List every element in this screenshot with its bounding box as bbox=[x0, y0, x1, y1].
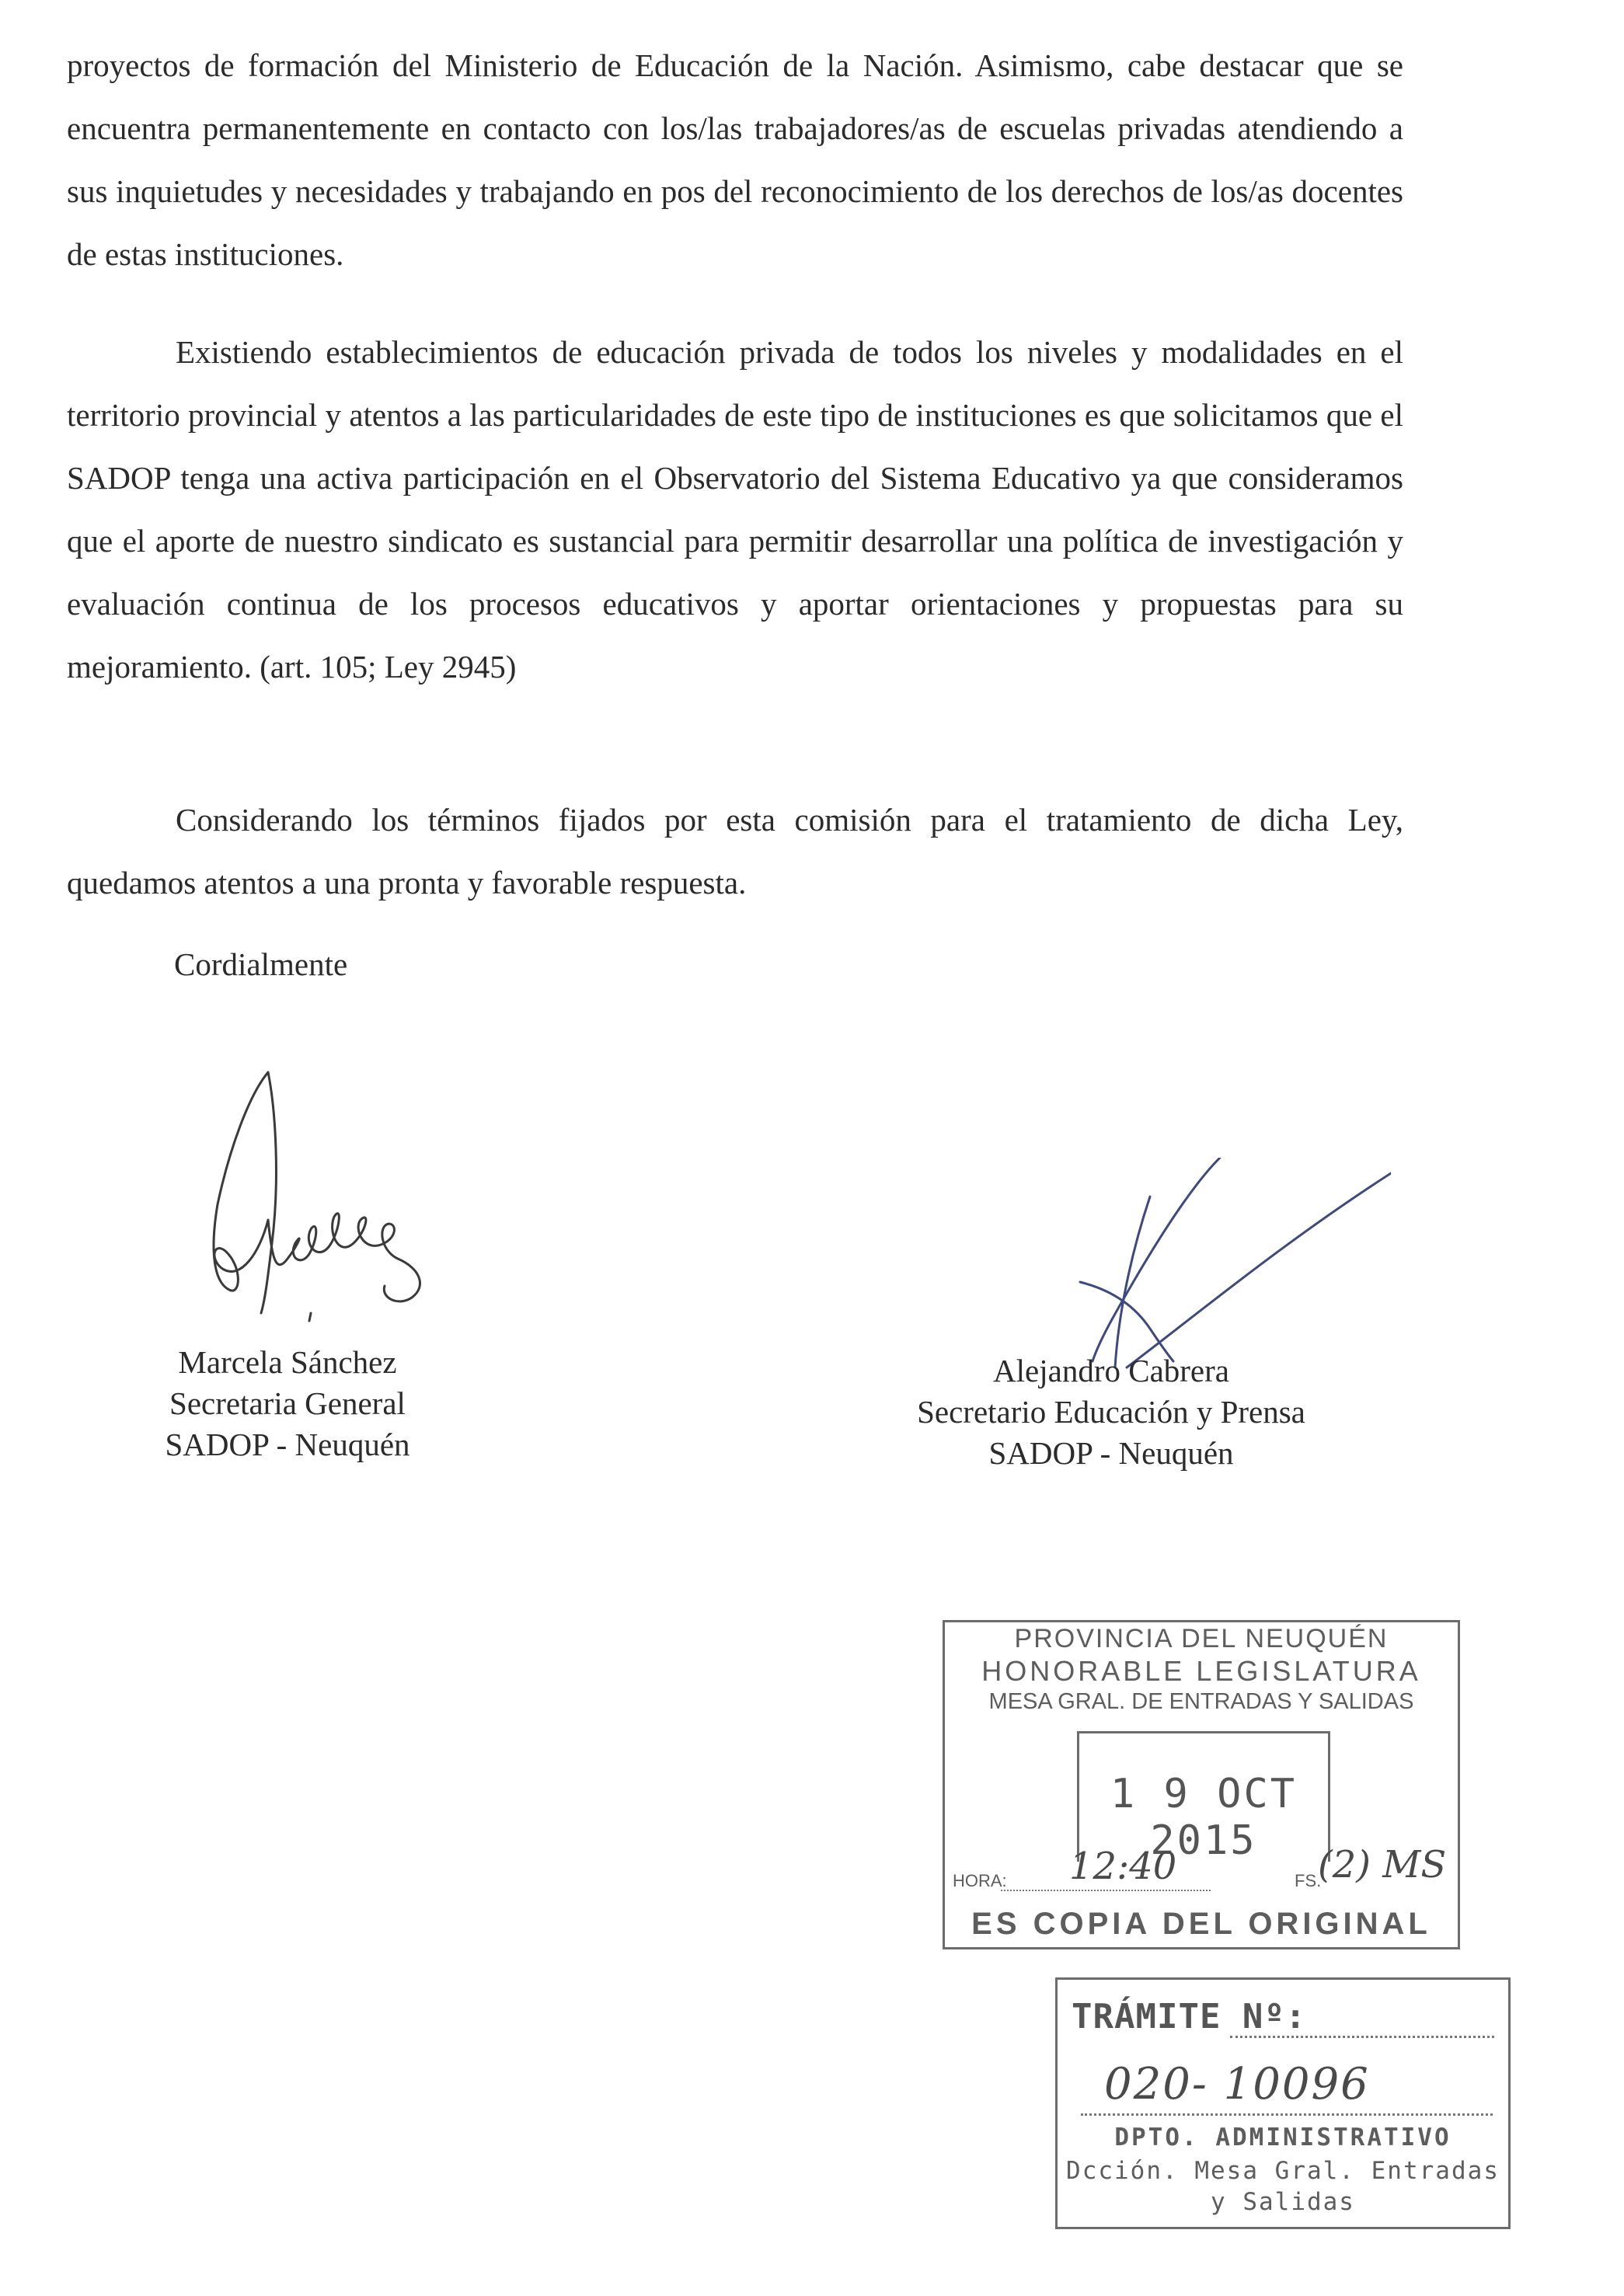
signatory-organization: SADOP - Neuquén bbox=[988, 1435, 1234, 1471]
stamp-hora-label: HORA: bbox=[953, 1871, 1007, 1890]
tramite-dotted-line bbox=[1081, 2113, 1493, 2116]
stamp-hora-line bbox=[1001, 1890, 1211, 1891]
signatory-block-right bbox=[855, 1350, 1368, 1474]
tramite-number: 020- 10096 bbox=[1104, 2059, 1370, 2110]
tramite-office: y Salidas bbox=[1211, 2188, 1355, 2216]
signatory-name: Marcela Sánchez bbox=[178, 1344, 397, 1380]
tramite-office: Dcción. Mesa Gral. Entradas bbox=[1066, 2157, 1500, 2185]
closing-salutation: Cordialmente bbox=[174, 946, 348, 982]
stamp-date-box bbox=[1077, 1731, 1330, 1862]
signatory-role: Secretaria General bbox=[169, 1385, 406, 1421]
tramite-label: TRÁMITE Nº: bbox=[1072, 1997, 1307, 2036]
stamp-fs-value: (2) MS bbox=[1318, 1843, 1447, 1887]
paragraph-3: Considerando los términos fijados por esta comisión para el tratamiento de dicha Ley, quedamos atentos a una pronta y favorable respuesta. bbox=[67, 802, 1403, 901]
signature-right bbox=[1033, 1158, 1391, 1383]
signatory-role: Secretario Educación y Prensa bbox=[917, 1394, 1305, 1430]
reception-stamp bbox=[943, 1620, 1460, 1949]
tramite-dotted-line bbox=[1230, 2036, 1494, 2038]
paragraph-1: proyectos de formación del Ministerio de Educación de la Nación. Asimismo, cabe destacar que se encuentra permanentemente en contacto con los/las trabajadores/as de escuelas privadas atendiendo a sus inquietudes y necesidades y trabajando en pos del reconocimiento de los derechos de los/as docentes de estas instituciones. bbox=[67, 47, 1403, 272]
stamp-office: MESA GRAL. DE ENTRADAS Y SALIDAS bbox=[988, 1689, 1414, 1714]
stamp-copy-notice: ES COPIA DEL ORIGINAL bbox=[971, 1907, 1431, 1941]
stamp-fs-label: FS. bbox=[1295, 1871, 1322, 1890]
stamp-date: 1 9 OCT 2015 bbox=[1110, 1771, 1298, 1864]
signatory-organization: SADOP - Neuquén bbox=[165, 1427, 410, 1462]
tramite-department: DPTO. ADMINISTRATIVO bbox=[1114, 2124, 1451, 2151]
tramite-stamp bbox=[1055, 1977, 1511, 2229]
signatory-block-left bbox=[93, 1342, 482, 1465]
signature-left bbox=[194, 1064, 443, 1344]
signatory-name: Alejandro Cabrera bbox=[993, 1353, 1229, 1388]
stamp-province: PROVINCIA DEL NEUQUÉN bbox=[1014, 1624, 1389, 1653]
paragraph-2: Existiendo establecimientos de educación privada de todos los niveles y modalidades en el territorio provincial y atentos a las particularidades de este tipo de instituciones es que solicitamos que el SADOP tenga una activa participación en el Observatorio del Sistema Educativo ya que consideramos que el aporte de nuestro sindicato es sustancial para permitir desarrollar una política de investigación y evaluación continua de los procesos educativos y aportar orientaciones y propuestas para su mejoramiento. (art. 105; Ley 2945) bbox=[67, 334, 1403, 685]
stamp-hora-value: 12:40 bbox=[1069, 1845, 1177, 1888]
stamp-legislature: HONORABLE LEGISLATURA bbox=[981, 1655, 1421, 1687]
